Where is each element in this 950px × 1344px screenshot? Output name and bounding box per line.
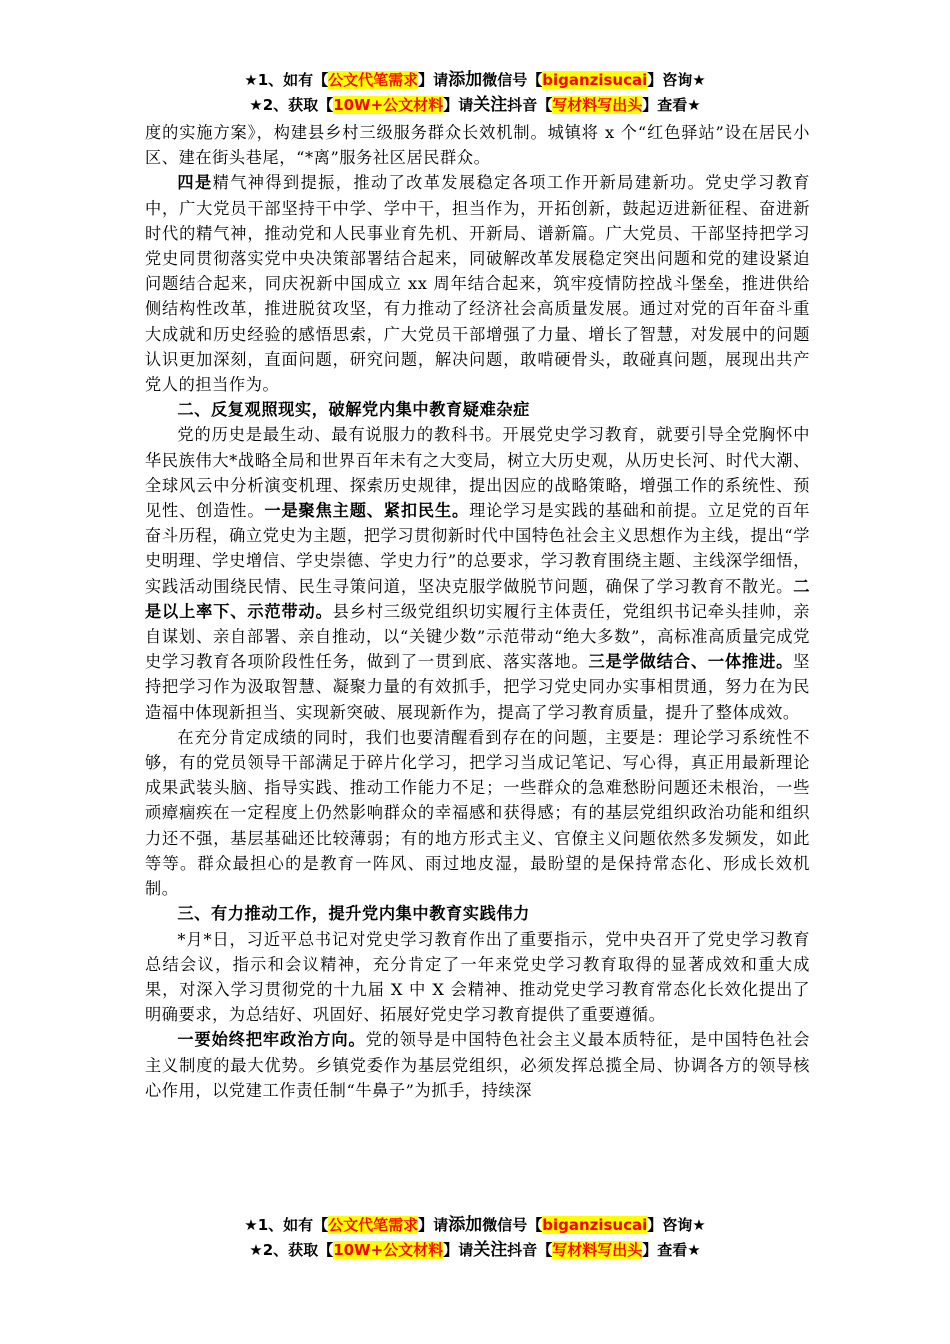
paragraph-text: 坚持把学习作为汲取智慧、凝聚力量的有效抓手，把学习党史同办实事相贯通，努力在为民造福中体现新担当、实现新突破、展现新作为，提高了学习教育质量，提升了整体成效。: [145, 652, 810, 722]
banner-line-1: [0, 68, 950, 93]
banner-wechat-id: biganzisucai: [542, 1216, 648, 1234]
banner-text: ★1、如有【: [244, 71, 329, 89]
banner-text: 微信号【: [482, 1216, 543, 1234]
paragraph: *月*日，习近平总书记对党史学习教育作出了重要指示，党中央召开了党史学习教育总结会议，指示和会议精神，充分肯定了一年来党史学习教育取得的显著成效和重大成果，对深入学习贯彻党的十九届 X 中 X 会精神、推动党史学习教育常态化长效化提出了明确要求，为总结好、巩固好、拓展好党史学习教育提供了重要遵循。: [145, 929, 810, 1025]
paragraph: 度的实施方案》，构建县乡村三级服务群众长效机制。城镇将 x 个“红色驿站”设在居民小区、建在街头巷尾，“*离”服务社区居民群众。: [145, 123, 810, 168]
paragraph-text: 党的历史是最生动、最有说服力的教科书。开展党史学习教育，就要引导全党胸怀中华民族伟大*战略全局和世界百年未有之大变局，树立大历史观，从历史长河、时代大潮、全球风云中分析演变机理、探索历史规律，提出因应的战略策略，增强工作的系统性、预见性、创造性。: [145, 425, 810, 521]
footer-banner: [0, 1213, 950, 1263]
banner-text: 微信号【: [482, 71, 543, 89]
banner-text: 】请: [418, 1216, 449, 1234]
banner-text: 】咨询★: [647, 71, 706, 89]
banner-text: 】请: [418, 71, 449, 89]
banner-text: 抖音【: [507, 96, 553, 114]
paragraph-text: 精气神得到提振，推动了改革发展稳定各项工作开新局建新功。党史学习教育中，广大党员干部坚持干中学、学中干，担当作为，开拓创新，鼓起迈进新征程、奋进新时代的精气神，推动党和人民事业育先机、开新局、谱新篇。广大党员、干部坚持把学习党史同贯彻落实党中央决策部署结合起来，同破解改革发展稳定突出问题和党的建设紧迫问题结合起来，同庆祝新中国成立 xx 周年结合起来，筑牢疫情防控战斗堡垒，推进供给侧结构性改革，推进脱贫攻坚，有力推动了经济社会高质量发展。通过对党的百年奋斗重大成就和历史经验的感悟思索，广大党员干部增强了力量、增长了智慧，对发展中的问题认识更加深刻，直面问题，研究问题，解决问题，敢啃硬骨头，敢碰真问题，展现出共产党人的担当作为。: [145, 173, 811, 395]
paragraph: [145, 170, 810, 397]
paragraph-lead: 四是: [177, 173, 213, 193]
banner-text: 抖音【: [507, 1241, 553, 1259]
banner-text: 】查看★: [642, 96, 701, 114]
paragraph: [145, 422, 810, 724]
banner-text: 】咨询★: [647, 1216, 706, 1234]
banner-highlight: 10W+公文材料: [333, 96, 444, 114]
paragraph-text: 县乡村三级党组织切实履行主体责任，党组织书记牵头挂帅，亲自谋划、亲自部署、亲自推动，以“关键少数”示范带动“绝大多数”，高标准高质量完成党史学习教育各项阶段性任务，做到了一贯到底、落实落地。: [145, 601, 810, 672]
banner-text: ★2、获取【: [249, 1241, 334, 1259]
paragraph-text: 理论学习是实践的基础和前提。立足党的百年奋斗历程，确立党史为主题，把学习贯彻新时代中国特色社会主义思想作为主线，提出“学史明理、学史增信、学史崇德、学史力行”的总要求，学习教育围绕主题、主线深学细悟，实践活动围绕民情、民生寻策问道，坚决克服学做脱节问题，确保了学习教育不散光。: [145, 501, 810, 596]
paragraph-lead: 一是聚焦主题、紧扣民生。: [264, 501, 470, 521]
paragraph: [145, 1027, 810, 1103]
paragraph-lead: 一要始终把牢政治方向。: [177, 1030, 366, 1050]
banner-highlight: 10W+公文材料: [333, 1241, 444, 1259]
banner-text: 】请: [443, 96, 474, 114]
banner-text: ★1、如有【: [244, 1216, 329, 1234]
document-body: [145, 120, 810, 1103]
section-heading: 二、反复观照现实，破解党内集中教育疑难杂症: [177, 400, 530, 420]
banner-text: 】请: [443, 1241, 474, 1259]
banner-wechat-id: biganzisucai: [542, 71, 648, 89]
banner-highlight: 公文代笔需求: [328, 71, 419, 89]
banner-line-2: [0, 93, 950, 118]
banner-emphasis: 添加: [448, 1215, 483, 1235]
banner-highlight: 公文代笔需求: [328, 1216, 419, 1234]
section-heading: 三、有力推动工作，提升党内集中教育实践伟力: [177, 904, 530, 924]
banner-douyin-id: 写材料写出头: [552, 1241, 643, 1259]
banner-text: ★2、获取【: [249, 96, 334, 114]
banner-text: 】查看★: [642, 1241, 701, 1259]
banner-emphasis: 添加: [448, 70, 483, 90]
banner-line-1: [0, 1213, 950, 1238]
header-banner: [0, 68, 950, 118]
banner-emphasis: 关注: [473, 1240, 508, 1260]
paragraph: 在充分肯定成绩的同时，我们也要清醒看到存在的问题，主要是：理论学习系统性不够，有的党员领导干部满足于碎片化学习，把学习当成记笔记、写心得，真正用最新理论成果武装头脑、指导实践、推动工作能力不足；一些群众的急难愁盼问题还未根治，一些顽瘴痼疾在一定程度上仍然影响群众的幸福感和获得感；有的基层党组织政治功能和组织力还不强，基层基础还比较薄弱；有的地方形式主义、官僚主义问题依然多发频发，如此等等。群众最担心的是教育一阵风、雨过地皮湿，最盼望的是保持常态化、形成长效机制。: [145, 727, 810, 899]
banner-emphasis: 关注: [473, 95, 508, 115]
paragraph-lead: 三是学做结合、一体推进。: [588, 652, 794, 672]
paragraph-lead: 二是以上率下、示范带动。: [145, 576, 810, 621]
banner-douyin-id: 写材料写出头: [552, 96, 643, 114]
paragraph-text: 党的领导是中国特色社会主义最本质特征，是中国特色社会主义制度的最大优势。乡镇党委作为基层党组织，必须发挥总揽全局、协调各方的领导核心作用，以党建工作责任制“牛鼻子”为抓手，持续深: [145, 1030, 810, 1100]
banner-line-2: [0, 1238, 950, 1263]
